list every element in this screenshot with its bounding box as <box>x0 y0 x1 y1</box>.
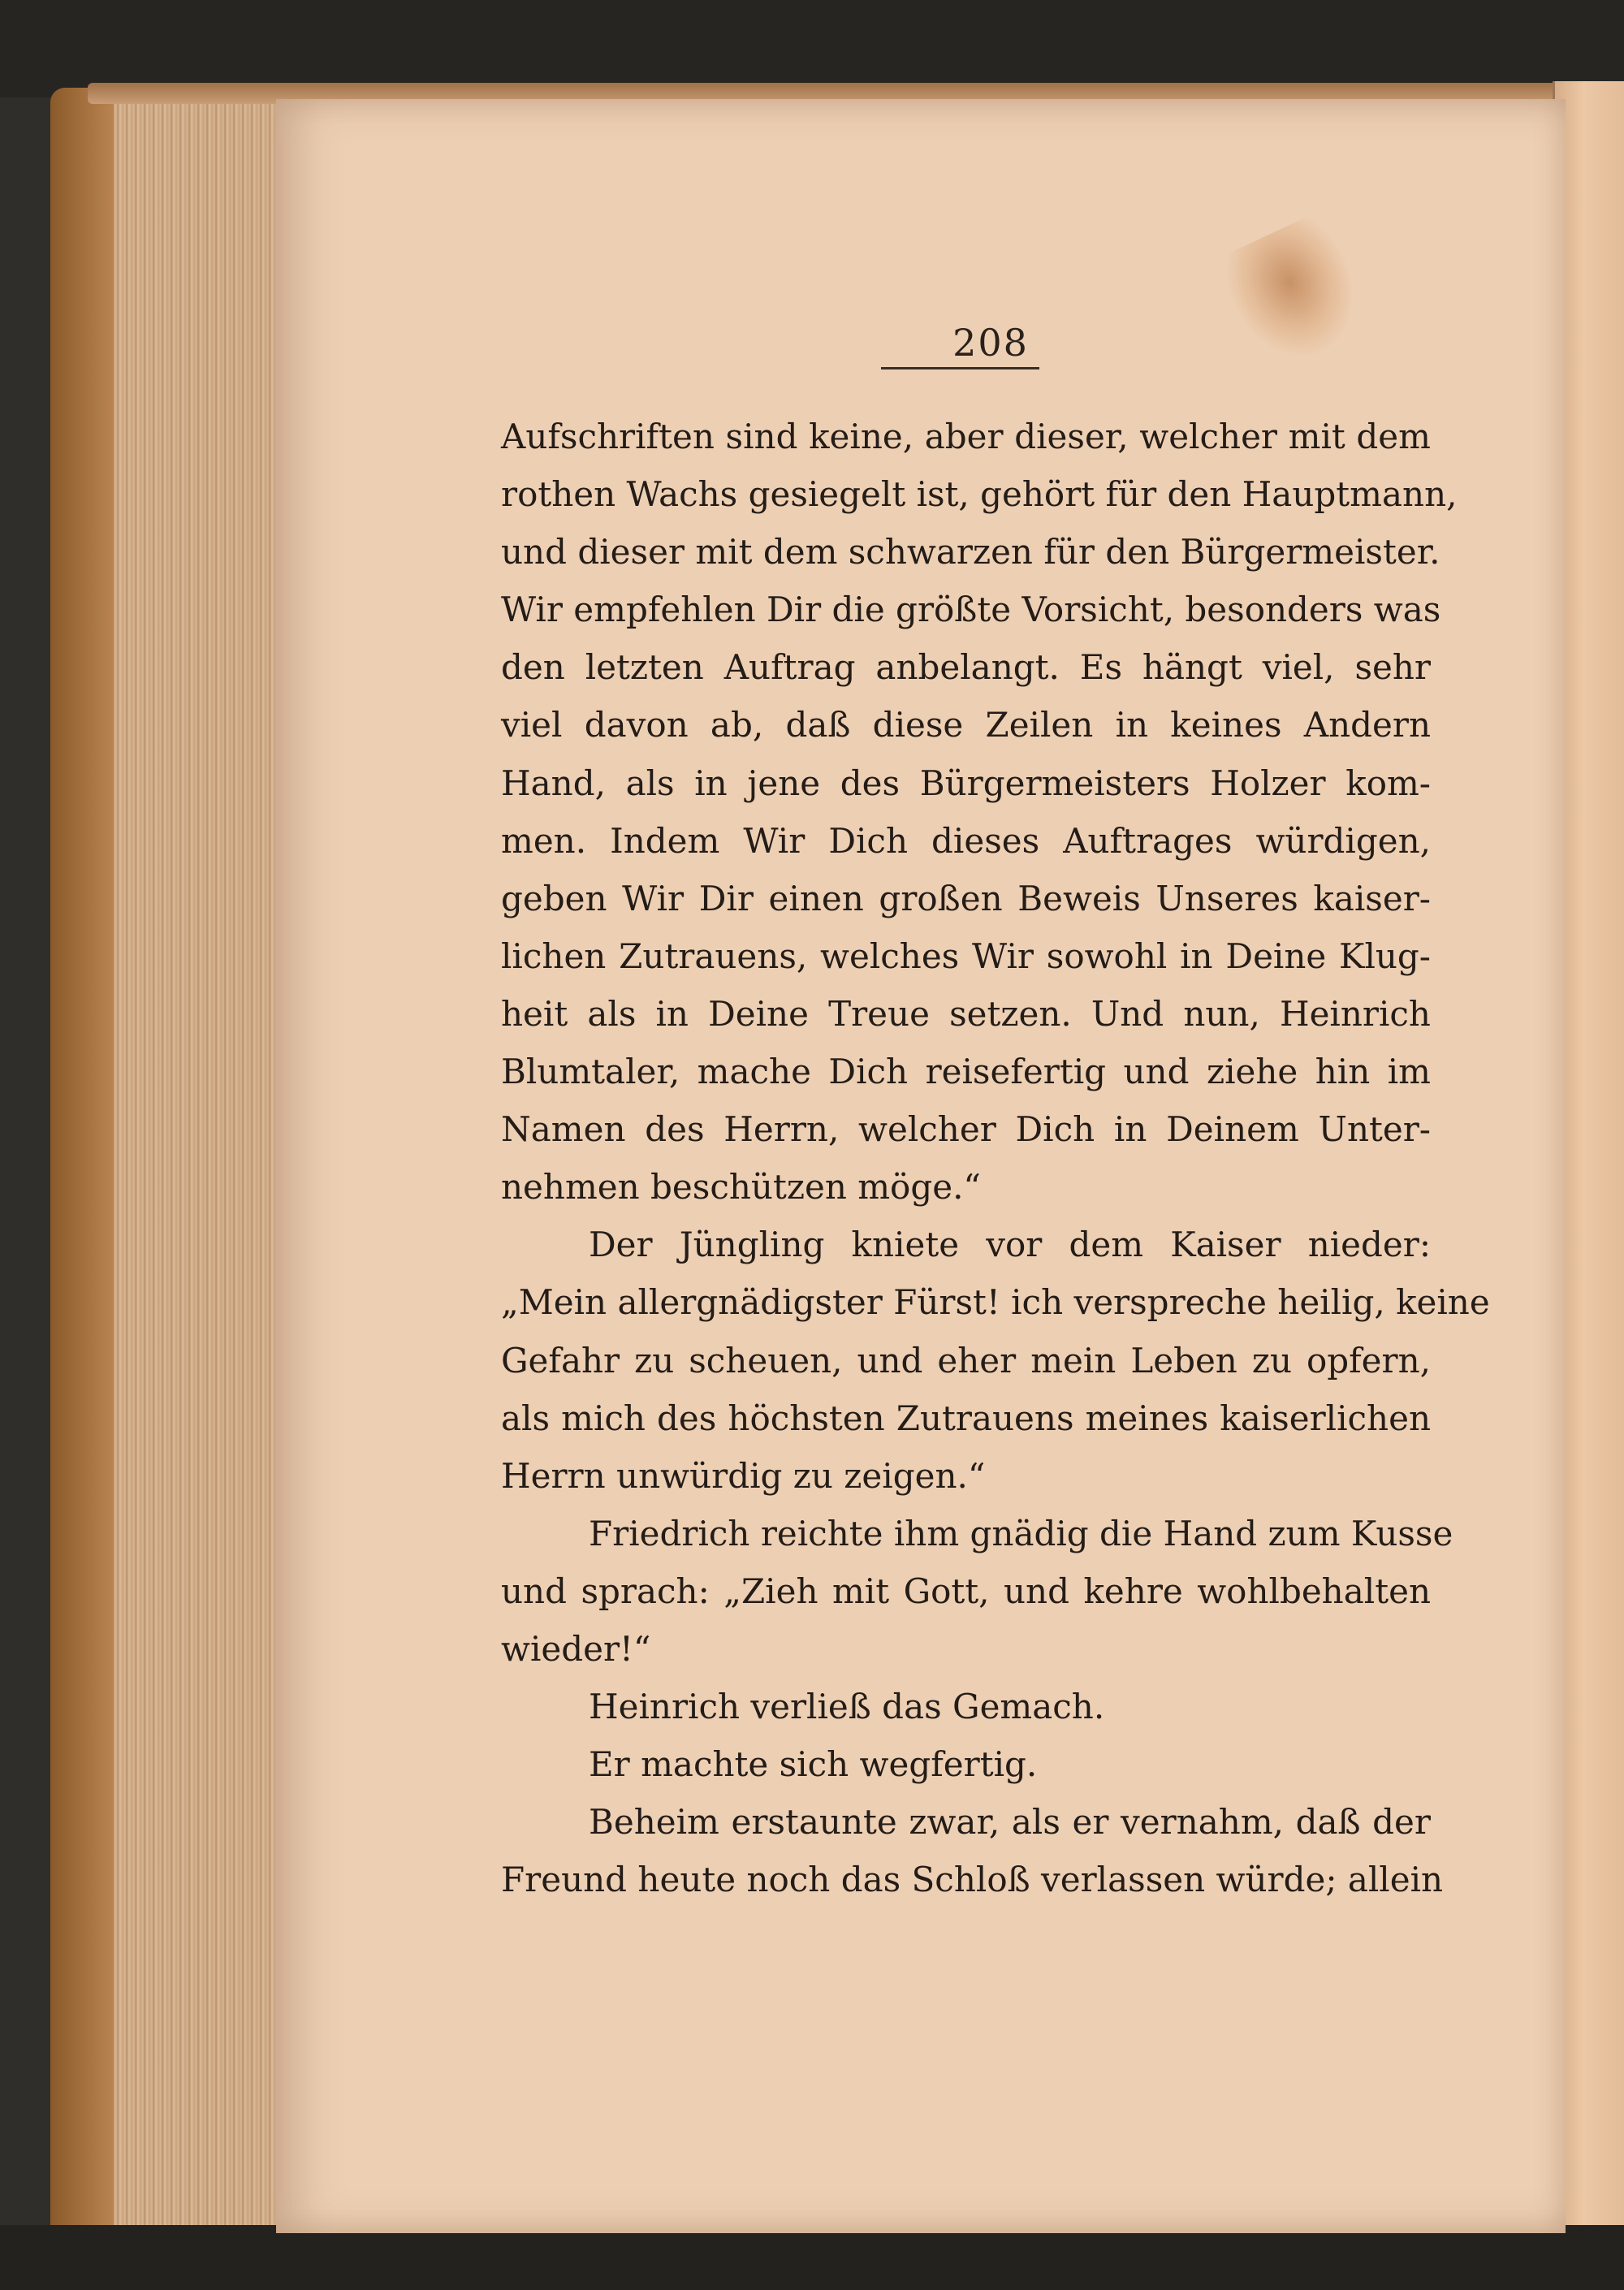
text-line: Aufschriften sind keine, aber dieser, welcher mit dem <box>501 417 1431 456</box>
page-stain <box>1212 210 1378 378</box>
body-text <box>501 408 1490 1908</box>
text-line: Wir empfehlen Dir die größte Vorsicht, besonders was <box>501 590 1441 630</box>
text-line: „Mein allergnädigster Fürst! ich verspreche heilig, keine <box>501 1282 1490 1323</box>
background-bottom <box>0 2225 1624 2290</box>
text-line: und sprach: „Zieh mit Gott, und kehre wohlbehalten <box>501 1571 1431 1611</box>
text-line: und dieser mit dem schwarzen für den Bürgermeister. <box>501 532 1440 572</box>
text-line: Der Jüngling kniete vor dem Kaiser nieder: <box>589 1225 1431 1265</box>
text-line: lichen Zutrauens, welches Wir sowohl in Deine Klug- <box>501 935 1431 976</box>
text-line: nehmen beschützen möge.“ <box>501 1167 981 1208</box>
text-line: Er machte sich wegfertig. <box>589 1744 1038 1785</box>
text-line: Herrn unwürdig zu zeigen.“ <box>501 1455 986 1496</box>
text-line: geben Wir Dir einen großen Beweis Unseres kaiser- <box>501 878 1431 918</box>
text-line: viel davon ab, daß diese Zeilen in keines Andern <box>501 705 1431 745</box>
text-line: Heinrich verließ das Gemach. <box>589 1687 1105 1727</box>
page-number: 208 <box>952 321 1029 365</box>
text-line: Gefahr zu scheuen, und eher mein Leben zu opfern, <box>501 1340 1431 1380</box>
page-number-rule <box>881 367 1039 369</box>
text-line: Beheim erstaunte zwar, als er vernahm, daß der <box>589 1802 1431 1843</box>
text-line: Blumtaler, mache Dich reisefertig und ziehe hin im <box>501 1052 1431 1092</box>
text-line: heit als in Deine Treue setzen. Und nun, Heinrich <box>501 993 1431 1034</box>
text-line: als mich des höchsten Zutrauens meines kaiserlichen <box>501 1398 1431 1438</box>
text-line: men. Indem Wir Dich dieses Auftrages würdigen, <box>501 820 1431 861</box>
text-line: den letzten Auftrag anbelangt. Es hängt viel, sehr <box>501 647 1431 688</box>
text-line: Freund heute noch das Schloß verlassen würde; allein <box>501 1860 1444 1900</box>
text-line: Friedrich reichte ihm gnädig die Hand zum Kusse <box>589 1513 1453 1553</box>
text-line: rothen Wachs gesiegelt ist, gehört für den Hauptmann, <box>501 474 1458 515</box>
text-line: Hand, als in jene des Bürgermeisters Holzer kom- <box>501 763 1431 803</box>
text-line: Namen des Herrn, welcher Dich in Deinem Unter- <box>501 1109 1431 1150</box>
page-edges <box>114 102 280 2233</box>
text-line: wieder!“ <box>501 1628 651 1669</box>
